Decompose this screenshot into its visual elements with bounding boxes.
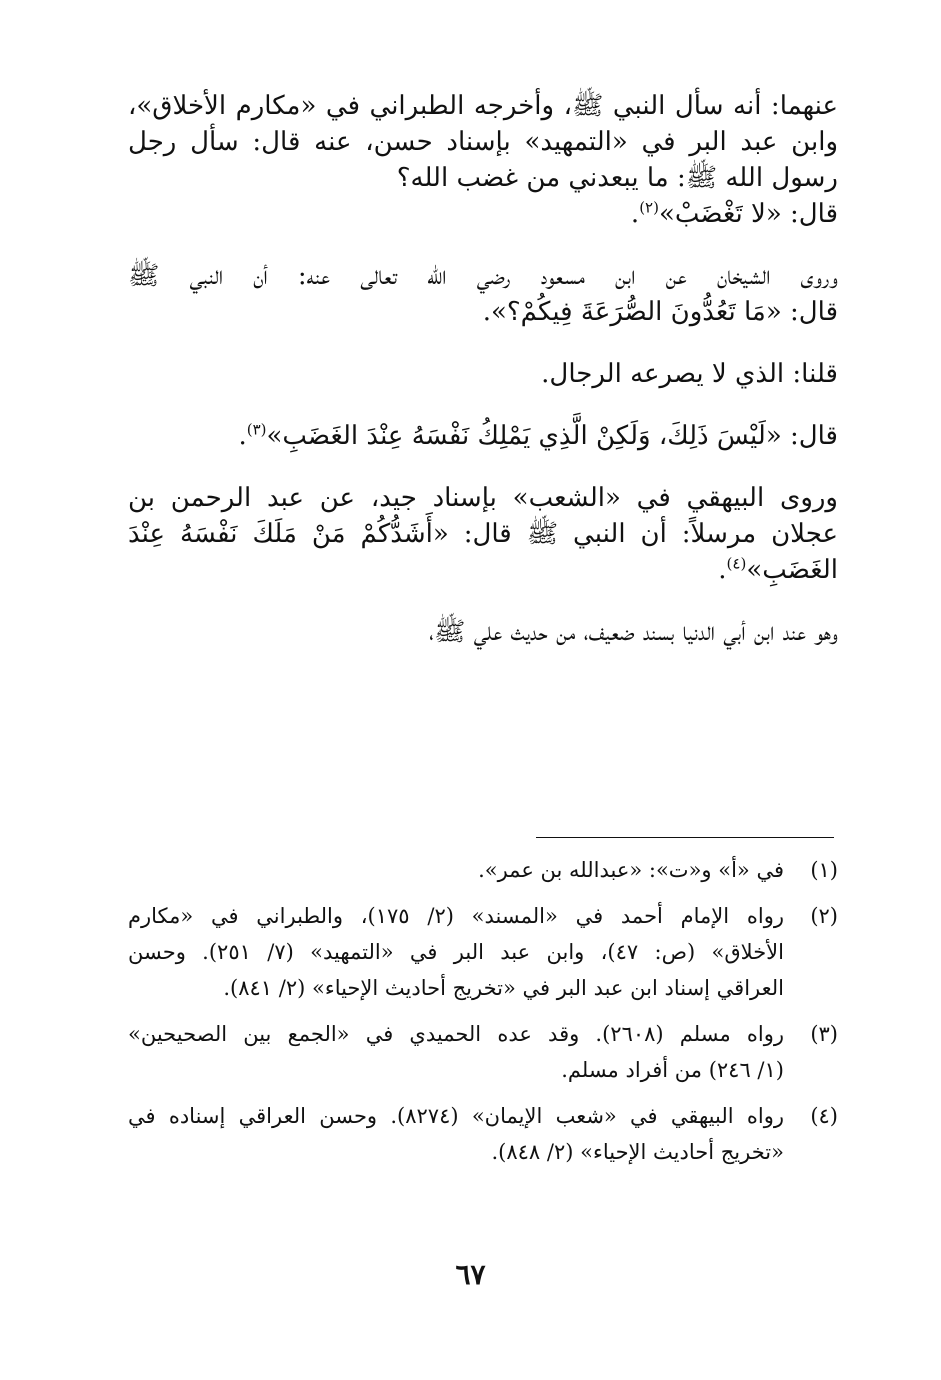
text-line [128, 418, 838, 454]
text-line: وابن عبد البر في «التمهيد» بإسناد حسن، عنه قال: سأل رجل [128, 127, 838, 157]
footnote-marker[interactable]: (٤) [726, 554, 747, 573]
text-line: رسول الله ﷺ: ما يبعدني من غضب الله؟ [396, 163, 838, 193]
quote-text: الغَضَبِ» [746, 555, 838, 585]
footnote-number: (١) [810, 858, 838, 882]
main-text [128, 88, 838, 650]
text-line [128, 196, 838, 232]
text-line: وروى الشيخان عن ابن مسعود رضي الله تعالى عنه: أن النبي ﷺ [128, 261, 838, 291]
text-line: عنهما: أنه سأل النبي ﷺ، وأخرجه الطبراني في «مكارم الأخلاق»، [128, 91, 838, 121]
footnote-line: العراقي إسناد ابن عبد البر في «تخريج أحاديث الإحياء» (٢/ ٨٤١). [223, 976, 784, 1000]
text-line: عجلان مرسلاً: أن النبي ﷺ قال: «أَشَدُّكُمْ مَنْ مَلَكَ نَفْسَهُ عِنْدَ [128, 519, 838, 549]
footnote [128, 1098, 838, 1170]
page-number: ٦٧ [455, 1258, 486, 1291]
text-line: وهو عند ابن أبي الدنيا بسند ضعيف، من حديث علي ﷺ، [428, 617, 838, 647]
sentence-end: . [238, 421, 247, 451]
sentence-end: . [718, 555, 727, 585]
quote-text: قال: «لَيْسَ ذَلِكَ، وَلَكِنْ الَّذِي يَمْلِكُ نَفْسَهُ عِنْدَ الغَضَبِ» [266, 421, 838, 451]
footnotes [128, 852, 838, 1180]
footnote [128, 898, 838, 1006]
footnote-line: الأخلاق» (ص: ٤٧)، وابن عبد البر في «التمهيد» (٧/ ٢٥١). وحسن [128, 940, 784, 964]
footnote-marker[interactable]: (٣) [246, 420, 267, 439]
footnote-number: (٢) [810, 904, 838, 928]
text-line: قال: «مَا تَعُدُّونَ الصُّرَعَةَ فِيكُمْ؟». [482, 297, 838, 327]
footnote-marker[interactable]: (٢) [639, 198, 659, 217]
footnote-separator [536, 837, 834, 838]
footnote [128, 1016, 838, 1088]
footnote-line: «تخريج أحاديث الإحياء» (٢/ ٨٤٨). [491, 1140, 784, 1164]
text-line: قلنا: الذي لا يصرعه الرجال. [541, 359, 838, 389]
footnote-line: رواه مسلم (٢٦٠٨). وقد عده الحميدي في «الجمع بين الصحيحين» [128, 1022, 784, 1046]
footnote-line: رواه البيهقي في «شعب الإيمان» (٨٢٧٤). وحسن العراقي إسناده في [128, 1104, 784, 1128]
quote-text: قال: «لا تَغْضَبْ» [658, 199, 838, 229]
footnote-number: (٤) [810, 1104, 838, 1128]
sentence-end: . [630, 199, 640, 229]
footnote-line: (١/ ٢٤٦) من أفراد مسلم. [561, 1058, 784, 1082]
text-line [128, 552, 838, 588]
footnote [128, 852, 838, 888]
footnote-line: رواه الإمام أحمد في «المسند» (٢/ ١٧٥)، والطبراني في «مكارم [128, 904, 784, 928]
footnote-number: (٣) [810, 1022, 838, 1046]
footnote-line: في «أ» و«ت»: «عبدالله بن عمر». [478, 858, 784, 882]
text-line: وروى البيهقي في «الشعب» بإسناد جيد، عن عبد الرحمن بن [128, 483, 838, 513]
